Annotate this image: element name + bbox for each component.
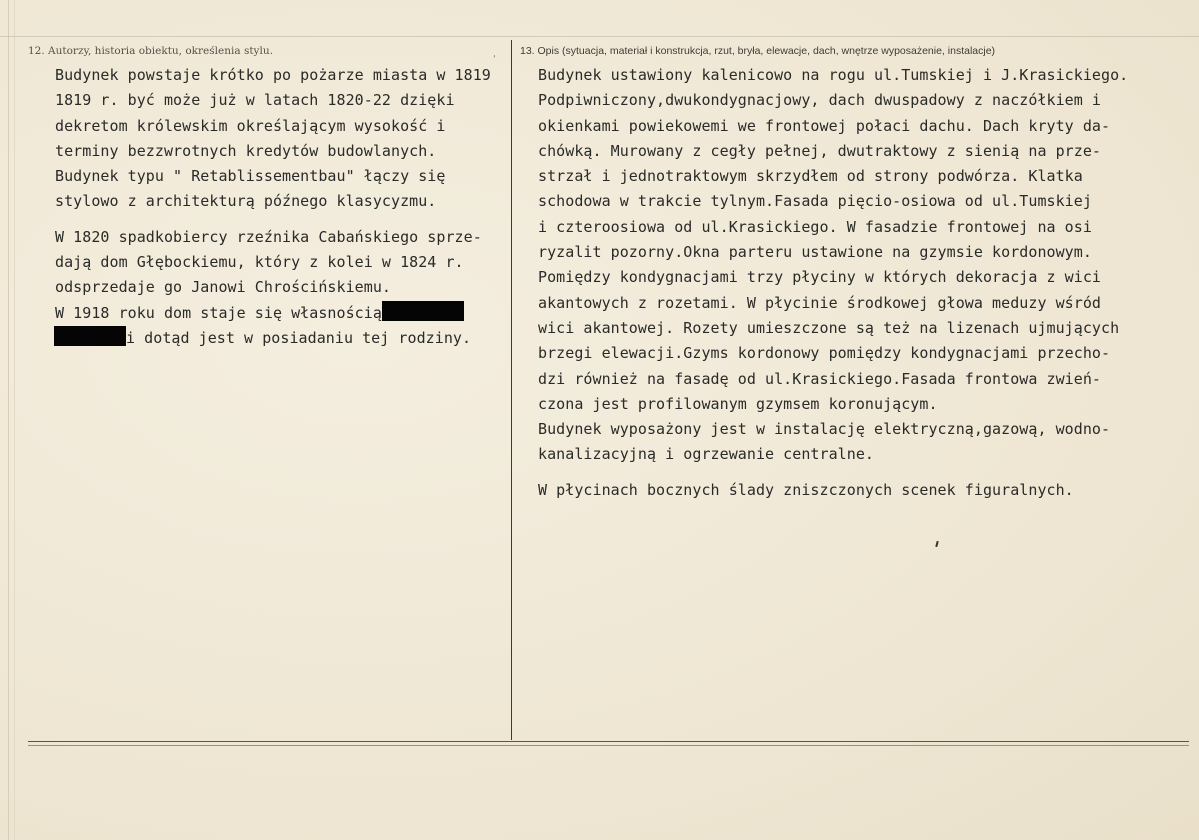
- text-line: chówką. Murowany z cegły pełnej, dwutraktowy z sienią na prze-: [538, 141, 1102, 160]
- bottom-rule-shadow: [28, 745, 1189, 746]
- text-line: dekretom królewskim określającym wysokość i: [55, 116, 446, 135]
- header-tick-mark: ˌ: [493, 49, 496, 59]
- ink-speck: [935, 541, 938, 547]
- text-line: [55, 326, 491, 351]
- text-line: dają dom Głębockiemu, który z kolei w 1824 r.: [55, 253, 464, 272]
- text-fragment: W 1918 roku dom staje się własnością: [55, 303, 382, 322]
- text-line: Budynek powstaje krótko po pożarze miasta w 1819: [55, 66, 491, 84]
- bottom-rule: [28, 741, 1189, 742]
- text-line: Budynek typu " Retablissementbau" łączy się: [55, 167, 446, 186]
- redaction-box: [54, 326, 126, 346]
- text-line: czona jest profilowanym gzymsem koronującym.: [538, 394, 938, 413]
- redaction-box: [382, 301, 464, 321]
- text-line: Pomiędzy kondygnacjami trzy płyciny w których dekoracja z wici: [538, 268, 1102, 287]
- text-line: i czteroosiowa od ul.Krasickiego. W fasadzie frontowej na osi: [538, 217, 1092, 236]
- page-edge-line: [8, 0, 9, 840]
- text-line: 1819 r. być może już w latach 1820-22 dzięki: [55, 91, 455, 110]
- section-12-header: 12. Autorzy, historia obiektu, określenia stylu.: [28, 45, 273, 57]
- section-13-header: 13. Opis (sytuacja, materiał i konstrukcja, rzut, bryła, elewacje, dach, wnętrze wyposażenie, instalacje): [520, 45, 996, 57]
- text-line: ryzalit pozorny.Okna parteru ustawione na gzymsie kordonowym.: [538, 243, 1092, 262]
- text-line: dzi również na fasadę od ul.Krasickiego.Fasada frontowa zwień-: [538, 369, 1102, 388]
- text-line: akantowych z rozetami. W płycinie środkowej głowa meduzy wśród: [538, 293, 1102, 312]
- text-line: W 1820 spadkobiercy rzeźnika Cabańskiego sprze-: [55, 227, 482, 246]
- page-edge-line: [14, 0, 15, 840]
- text-fragment: i dotąd jest w posiadaniu tej rodziny.: [126, 328, 472, 347]
- text-line: Budynek wyposażony jest w instalację elektryczną,gazową, wodno-: [538, 420, 1111, 439]
- text-line: kanalizacyjną i ogrzewanie centralne.: [538, 445, 874, 464]
- text-line: Budynek ustawiony kalenicowo na rogu ul.Tumskiej i J.Krasickiego.: [538, 66, 1129, 84]
- text-line: stylowo z architekturą późnego klasycyzmu.: [55, 192, 437, 211]
- text-line: okienkami powiekowemi we frontowej połaci dachu. Dach kryty da-: [538, 116, 1111, 135]
- text-line: [55, 301, 491, 326]
- text-line: odsprzedaje go Janowi Chrościńskiemu.: [55, 278, 391, 297]
- text-line: terminy bezzwrotnych kredytów budowlanych.: [55, 141, 437, 160]
- section-13-text: [538, 63, 1128, 503]
- text-line: Podpiwniczony,dwukondygnacjowy, dach dwuspadowy z naczółkiem i: [538, 91, 1102, 110]
- text-line: W płycinach bocznych ślady zniszczonych scenek figuralnych.: [538, 480, 1074, 499]
- text-line: strzał i jednotraktowym skrzydłem od strony podwórza. Klatka: [538, 167, 1083, 186]
- text-line: schodowa w trakcie tylnym.Fasada pięcio-osiowa od ul.Tumskiej: [538, 192, 1092, 211]
- text-line: brzegi elewacji.Gzyms kordonowy pomiędzy kondygnacjami przecho-: [538, 344, 1111, 363]
- column-divider: [511, 40, 512, 740]
- text-line: wici akantowej. Rozety umieszczone są też na lizenach ujmujących: [538, 318, 1120, 337]
- top-rule: [0, 36, 1199, 37]
- section-12-text: [55, 63, 491, 351]
